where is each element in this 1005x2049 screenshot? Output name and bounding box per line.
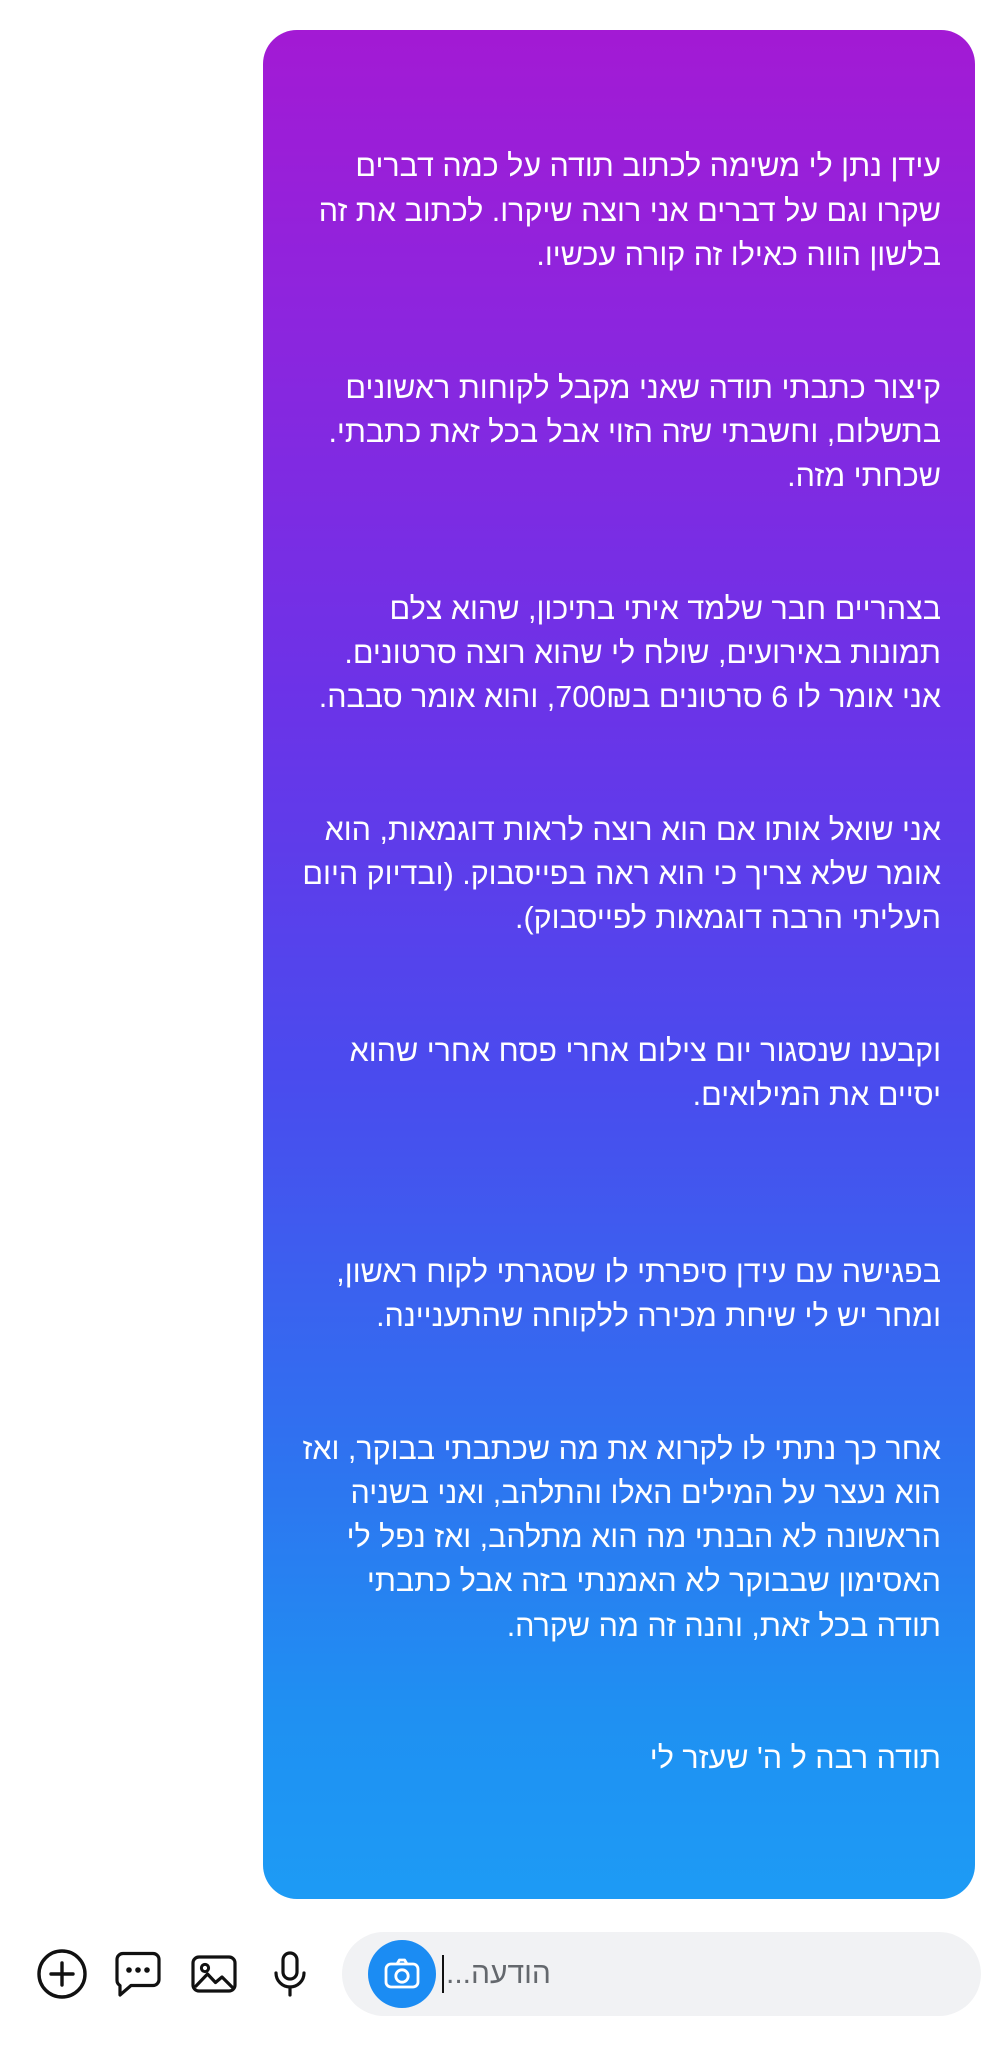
microphone-icon[interactable] bbox=[252, 1936, 328, 2012]
message-paragraph: תודה רבה ל ה' שעזר לי bbox=[649, 1741, 941, 1776]
camera-button[interactable] bbox=[368, 1940, 436, 2008]
text-caret bbox=[442, 1955, 444, 1993]
message-paragraph: קיצור כתבתי תודה שאני מקבל לקוחות ראשונים בתשלום, וחשבתי שזה הזוי אבל בכל זאת כתבתי. שכחתי מזה. bbox=[319, 370, 941, 493]
photo-icon[interactable] bbox=[176, 1936, 252, 2012]
message-paragraph: בצהריים חבר שלמד איתי בתיכון, שהוא צלם תמונות באירועים, שולח לי שהוא רוצה סרטונים. אני אומר לו 6 סרטונים ב700₪, והוא אומר סבבה. bbox=[318, 591, 941, 715]
message-paragraph: וקבענו שנסגור יום צילום אחרי פסח אחרי שהוא יסיים את המילואים. bbox=[341, 1033, 941, 1113]
message-paragraph: בפגישה עם עידן סיפרתי לו שסגרתי לקוח ראשון, ומחר יש לי שיחת מכירה ללקוחה שהתעניינה. bbox=[327, 1254, 941, 1334]
message-input-wrap[interactable] bbox=[342, 1932, 981, 2016]
message-input-inner[interactable] bbox=[436, 1955, 973, 1993]
message-paragraph: אחר כך נתתי לו לקרוא את מה שכתבתי בבוקר, ואז הוא נעצר על המילים האלו והתלהב, ואני בשניה הראשונה לא הבנתי מה הוא מתלהב, ואז נפל לי האסימון שבבוקר לא האמנתי בזה אבל כתבתי תודה בכל זאת, והנה זה מה שקרה. bbox=[293, 1431, 941, 1643]
plus-circle-icon[interactable] bbox=[24, 1936, 100, 2012]
message-bubble-outgoing[interactable] bbox=[263, 30, 975, 1899]
message-paragraph: עידן נתן לי משימה לכתוב תודה על כמה דברים שקרו וגם על דברים אני רוצה שיקרו. לכתוב את זה בלשון הווה כאילו זה קורה עכשיו. bbox=[310, 149, 941, 272]
sticker-icon[interactable] bbox=[100, 1936, 176, 2012]
message-input-placeholder: הודעה... bbox=[446, 1956, 551, 1990]
composer-bar bbox=[0, 1899, 1005, 2049]
message-paragraph: אני שואל אותו אם הוא רוצה לראות דוגמאות, הוא אומר שלא צריך כי הוא ראה בפייסבוק. (ובדיוק היום העליתי הרבה דוגמאות לפייסבוק). bbox=[293, 812, 941, 936]
